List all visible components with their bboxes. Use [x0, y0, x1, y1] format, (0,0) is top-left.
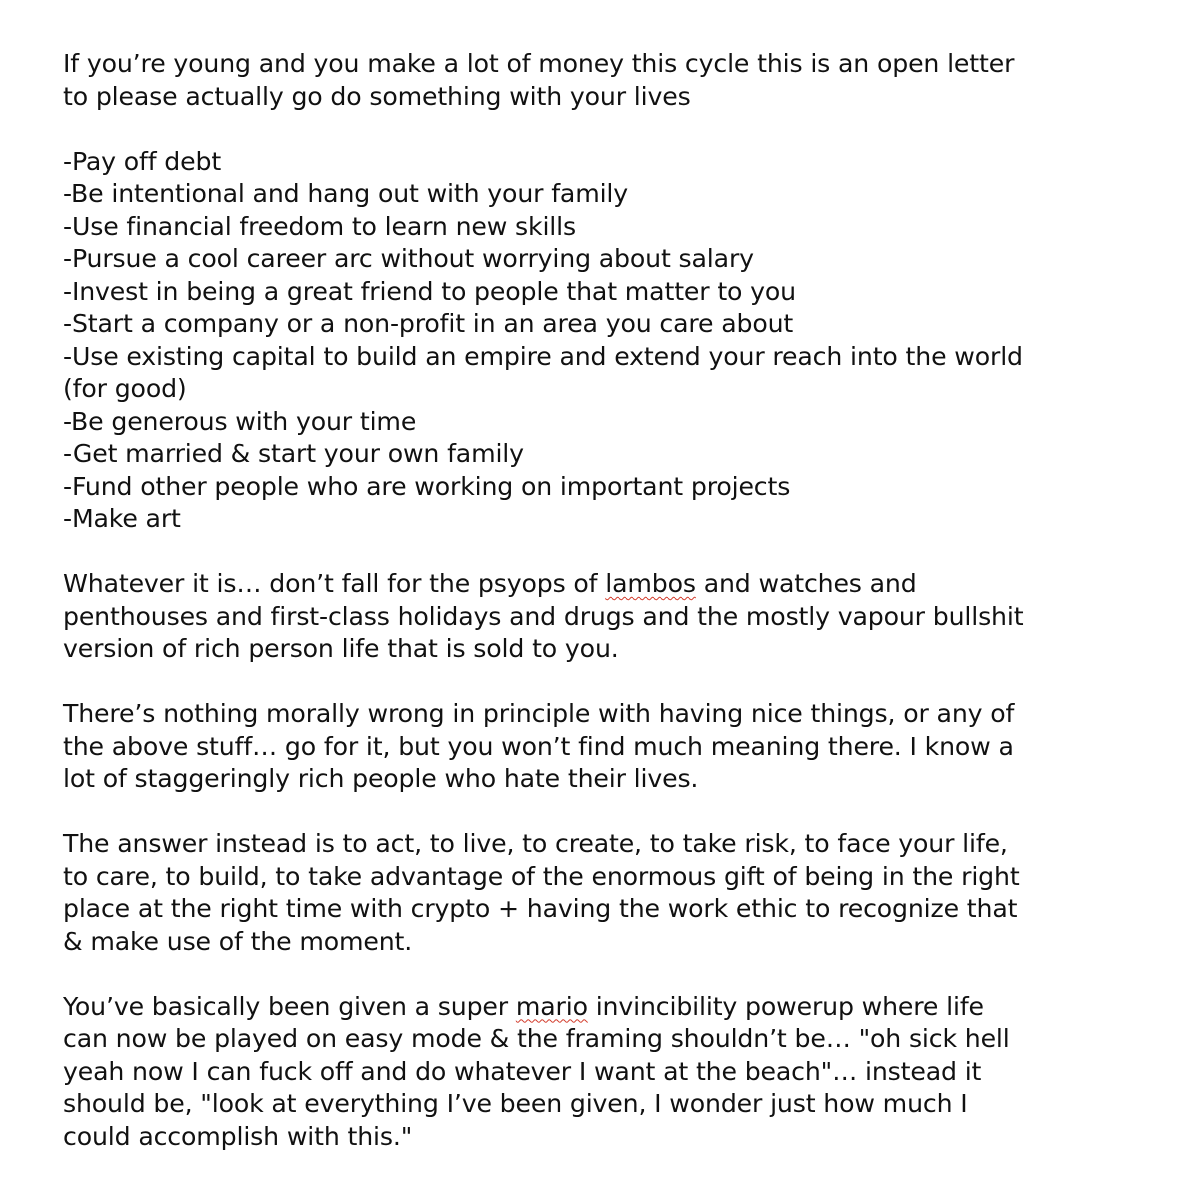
meaning-line-1: There’s nothing morally wrong in principle with having nice things, or any of [63, 699, 1015, 728]
answer-line-3: place at the right time with crypto + having the work ethic to recognize that [63, 894, 1018, 923]
answer-line-2: to care, to build, to take advantage of the enormous gift of being in the right [63, 861, 1020, 891]
powerup-line-3: yeah now I can fuck off and do whatever I want at the beach"… instead it [63, 1056, 982, 1086]
spellcheck-word-mario[interactable]: mario [515, 991, 588, 1021]
list-item: -Be generous with your time [63, 406, 417, 436]
psyops-line-1-pre: Whatever it is… don’t fall for the psyops of [63, 569, 606, 598]
list-item: -Fund other people who are working on important projects [63, 471, 791, 501]
list-item-continuation: (for good) [63, 374, 187, 403]
list-item: -Make art [63, 504, 181, 533]
answer-paragraph [63, 828, 1173, 958]
list-item: -Use existing capital to build an empire and extend your reach into the world [63, 341, 1023, 371]
intro-paragraph [63, 48, 1173, 113]
intro-line-2: to please actually go do something with your lives [63, 81, 691, 111]
list-item: -Pursue a cool career arc without worrying about salary [63, 244, 754, 273]
advice-list [63, 146, 1173, 536]
psyops-line-3: version of rich person life that is sold to you. [63, 634, 619, 663]
meaning-line-3: lot of staggeringly rich people who hate their lives. [63, 764, 699, 793]
list-item: -Get married & start your own family [63, 439, 524, 468]
psyops-line-2: penthouses and first-class holidays and drugs and the mostly vapour bullshit [63, 601, 1024, 631]
meaning-line-2: the above stuff… go for it, but you won’t find much meaning there. I know a [63, 731, 1014, 761]
list-item: -Be intentional and hang out with your family [63, 179, 629, 208]
intro-line-1: If you’re young and you make a lot of money this cycle this is an open letter [63, 49, 1015, 78]
powerup-line-5: could accomplish with this." [63, 1121, 413, 1151]
powerup-line-2: can now be played on easy mode & the framing shouldn’t be… "oh sick hell [63, 1024, 1010, 1053]
powerup-line-1-post: invincibility powerup where life [587, 991, 984, 1021]
answer-line-4: & make use of the moment. [63, 926, 413, 956]
spellcheck-word-lambos[interactable]: lambos [605, 569, 696, 598]
powerup-line-1-pre: You’ve basically been given a super [63, 991, 516, 1021]
psyops-paragraph [63, 568, 1173, 666]
list-item: -Pay off debt [63, 146, 222, 176]
document-body [63, 48, 1173, 1186]
psyops-line-1 [63, 568, 1173, 601]
powerup-paragraph [63, 991, 1173, 1154]
list-item: -Use financial freedom to learn new skills [63, 211, 576, 241]
list-item: -Invest in being a great friend to people that matter to you [63, 276, 796, 306]
list-item: -Start a company or a non-profit in an area you care about [63, 309, 794, 338]
meaning-paragraph [63, 698, 1173, 796]
powerup-line-1 [63, 991, 1173, 1024]
psyops-line-1-post: and watches and [695, 569, 917, 598]
answer-line-1: The answer instead is to act, to live, to create, to take risk, to face your life, [63, 829, 1008, 858]
powerup-line-4: should be, "look at everything I’ve been given, I wonder just how much I [63, 1089, 968, 1118]
